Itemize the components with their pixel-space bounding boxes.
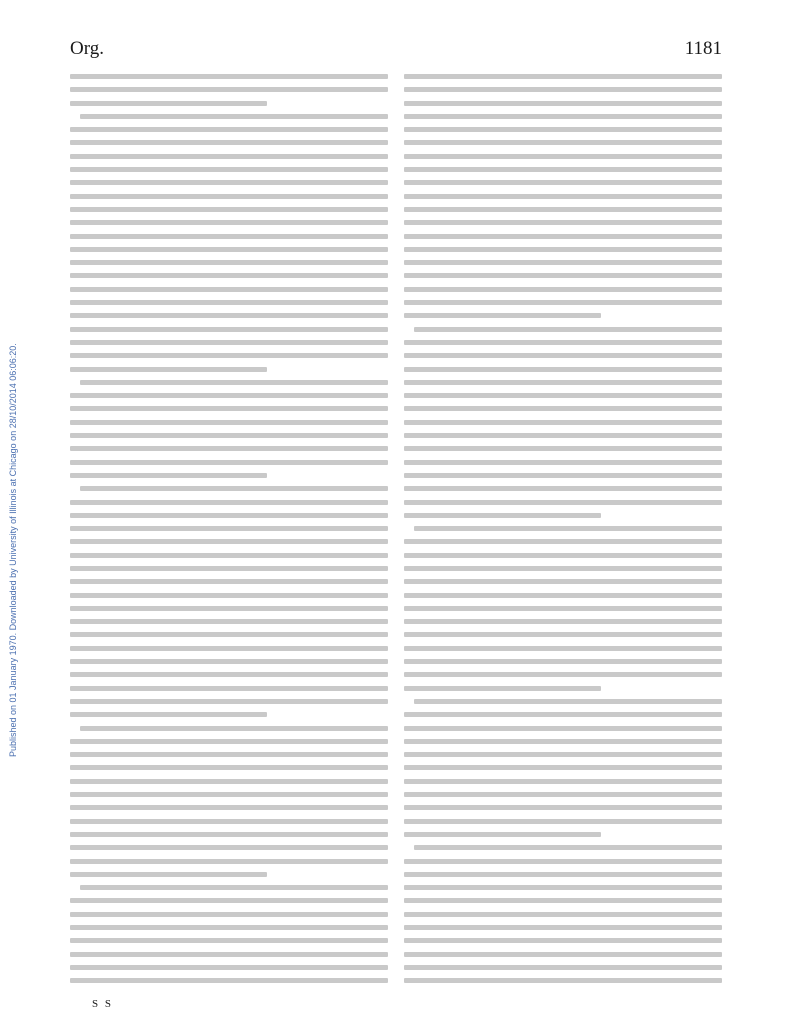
text-line xyxy=(70,739,388,744)
text-line xyxy=(80,885,388,890)
text-line xyxy=(70,925,388,930)
text-line xyxy=(70,952,388,957)
text-line xyxy=(70,194,388,199)
text-line xyxy=(70,898,388,903)
text-line xyxy=(404,127,722,132)
text-line xyxy=(70,247,388,252)
text-line xyxy=(70,353,388,358)
text-line xyxy=(404,393,722,398)
text-line xyxy=(70,260,388,265)
text-line xyxy=(70,207,388,212)
text-line xyxy=(404,234,722,239)
text-line xyxy=(404,566,722,571)
text-line xyxy=(404,340,722,345)
text-line xyxy=(404,619,722,624)
text-line xyxy=(80,486,388,491)
text-line xyxy=(404,300,722,305)
page-number: 1181 xyxy=(684,38,722,59)
text-line xyxy=(70,500,388,505)
text-line xyxy=(404,247,722,252)
text-line xyxy=(404,194,722,199)
text-line xyxy=(70,686,388,691)
text-line xyxy=(70,978,388,983)
text-line xyxy=(70,393,388,398)
text-line xyxy=(70,220,388,225)
text-line xyxy=(70,327,388,332)
text-line xyxy=(404,885,722,890)
text-line xyxy=(80,114,388,119)
text-line xyxy=(404,486,722,491)
text-line xyxy=(404,739,722,744)
text-line xyxy=(404,446,722,451)
text-line xyxy=(70,606,388,611)
text-line xyxy=(70,300,388,305)
text-line xyxy=(70,593,388,598)
text-line xyxy=(70,87,388,92)
text-line xyxy=(414,699,722,704)
text-line xyxy=(70,566,388,571)
text-line xyxy=(404,819,722,824)
text-line xyxy=(414,845,722,850)
text-line xyxy=(404,805,722,810)
text-line xyxy=(404,859,722,864)
text-line xyxy=(70,872,267,877)
right-column xyxy=(404,74,722,998)
text-line xyxy=(404,898,722,903)
text-line xyxy=(404,473,722,478)
text-line xyxy=(70,513,388,518)
text-line xyxy=(404,273,722,278)
text-line xyxy=(404,593,722,598)
left-column xyxy=(70,74,388,998)
text-line xyxy=(404,672,722,677)
text-line xyxy=(404,367,722,372)
text-line xyxy=(70,313,388,318)
text-line xyxy=(70,792,388,797)
text-line xyxy=(404,353,722,358)
text-line xyxy=(70,287,388,292)
text-line xyxy=(404,553,722,558)
text-line xyxy=(70,433,388,438)
text-line xyxy=(70,473,267,478)
text-line xyxy=(404,912,722,917)
text-line xyxy=(70,805,388,810)
text-line xyxy=(70,832,388,837)
text-line xyxy=(404,420,722,425)
text-line xyxy=(414,327,722,332)
text-line xyxy=(404,726,722,731)
text-line xyxy=(404,260,722,265)
text-line xyxy=(70,127,388,132)
text-line xyxy=(404,460,722,465)
text-line xyxy=(80,380,388,385)
download-note[interactable]: Published on 01 January 1970. Downloaded by University of Illinois at Chicago on 28/10/2014 06:06:20. xyxy=(8,343,18,757)
text-line xyxy=(70,779,388,784)
text-line xyxy=(70,699,388,704)
text-line xyxy=(70,579,388,584)
text-line xyxy=(404,872,722,877)
text-line xyxy=(70,367,267,372)
text-line xyxy=(404,140,722,145)
text-line xyxy=(70,180,388,185)
text-line xyxy=(70,167,388,172)
text-line xyxy=(404,792,722,797)
text-line xyxy=(70,539,388,544)
text-line xyxy=(70,659,388,664)
text-line xyxy=(404,539,722,544)
text-line xyxy=(404,632,722,637)
text-line xyxy=(404,154,722,159)
text-line xyxy=(404,965,722,970)
text-line xyxy=(404,313,601,318)
text-line xyxy=(404,832,601,837)
text-line xyxy=(404,779,722,784)
text-line xyxy=(404,978,722,983)
page-header xyxy=(70,38,722,64)
text-line xyxy=(70,965,388,970)
text-line xyxy=(404,433,722,438)
text-line xyxy=(70,712,267,717)
text-line xyxy=(404,101,722,106)
text-line xyxy=(70,672,388,677)
text-line xyxy=(70,845,388,850)
text-line xyxy=(70,752,388,757)
text-line xyxy=(70,460,388,465)
text-line xyxy=(404,513,601,518)
text-line xyxy=(70,632,388,637)
text-line xyxy=(70,619,388,624)
text-line xyxy=(70,273,388,278)
text-line xyxy=(404,686,601,691)
text-line xyxy=(404,220,722,225)
text-line xyxy=(70,446,388,451)
text-line xyxy=(404,579,722,584)
text-line xyxy=(70,340,388,345)
text-line xyxy=(404,167,722,172)
text-line xyxy=(70,646,388,651)
text-line xyxy=(404,114,722,119)
text-line xyxy=(404,765,722,770)
text-line xyxy=(414,526,722,531)
text-line xyxy=(70,553,388,558)
text-line xyxy=(404,207,722,212)
text-line xyxy=(404,712,722,717)
text-line xyxy=(70,74,388,79)
text-line xyxy=(70,938,388,943)
text-line xyxy=(404,380,722,385)
text-line xyxy=(404,938,722,943)
text-line xyxy=(70,101,267,106)
text-line xyxy=(70,859,388,864)
text-line xyxy=(70,912,388,917)
text-line xyxy=(404,74,722,79)
text-line xyxy=(404,500,722,505)
text-line xyxy=(70,765,388,770)
text-line xyxy=(404,646,722,651)
text-line xyxy=(70,420,388,425)
signature-mark: S S xyxy=(92,998,113,1010)
text-line xyxy=(404,287,722,292)
text-line xyxy=(404,180,722,185)
text-line xyxy=(404,87,722,92)
text-line xyxy=(70,154,388,159)
text-line xyxy=(404,752,722,757)
text-line xyxy=(80,726,388,731)
text-line xyxy=(404,952,722,957)
text-line xyxy=(70,234,388,239)
text-line xyxy=(70,140,388,145)
text-line xyxy=(404,406,722,411)
text-line xyxy=(404,659,722,664)
text-line xyxy=(404,925,722,930)
text-line xyxy=(70,526,388,531)
text-line xyxy=(404,606,722,611)
text-line xyxy=(70,819,388,824)
text-line xyxy=(70,406,388,411)
journal-section: Org. xyxy=(70,38,104,59)
